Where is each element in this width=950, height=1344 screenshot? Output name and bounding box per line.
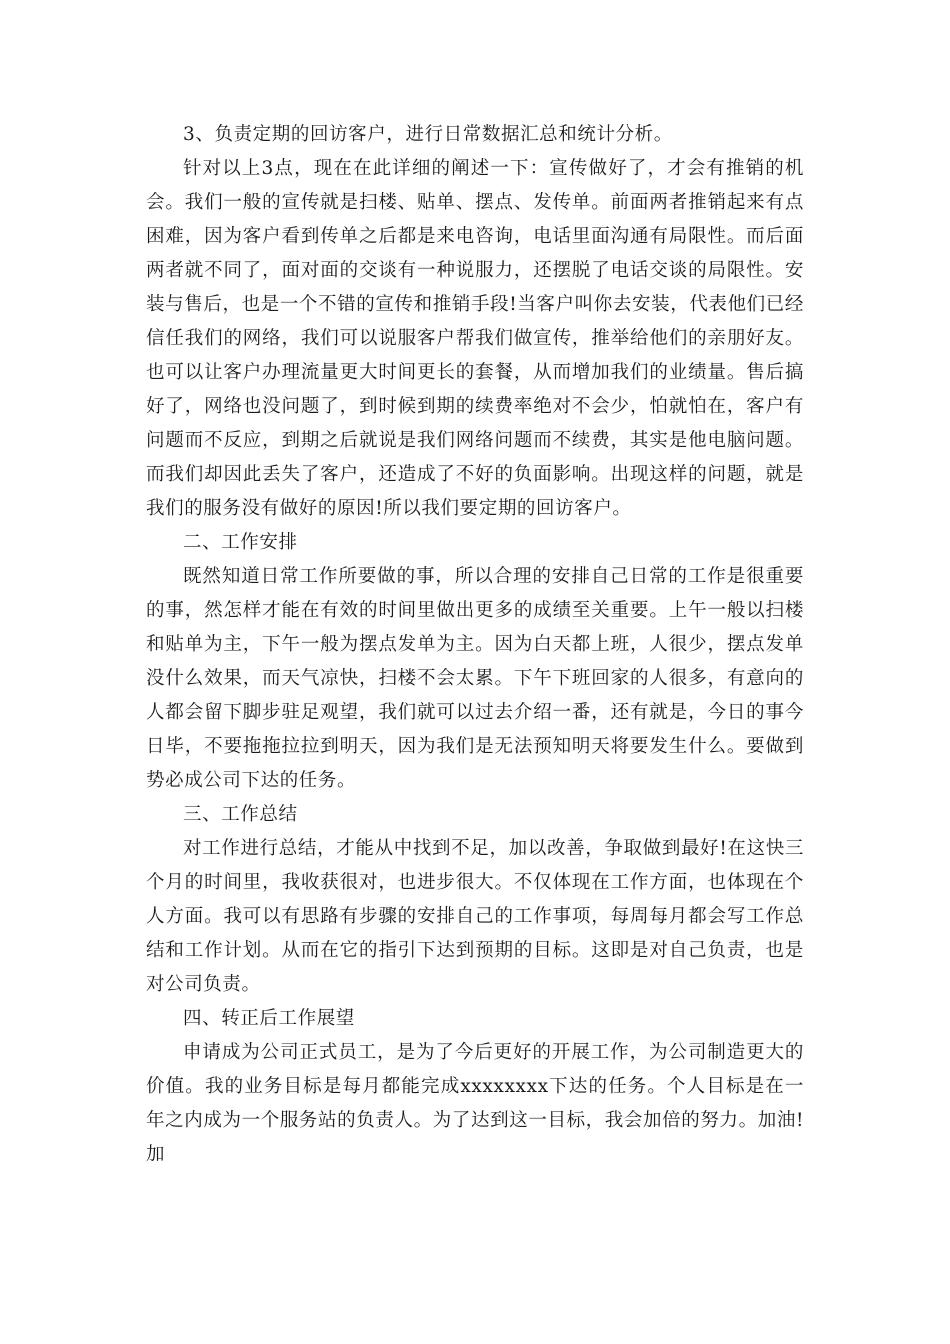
section-heading-outlook: 四、转正后工作展望 [183,1008,355,1029]
paragraph-work-arrangement: 既然知道日常工作所要做的事，所以合理的安排自己日常的工作是很重要的事，然怎样才能在有效的时间里做出更多的成绩至关重要。上午一般以扫楼和贴单为主，下午一般为摆点发单为主。因为白天都上班，人很少，摆点发单没什么效果，而天气凉快，扫楼不会太累。下午下班回家的人很多，有意向的人都会留下脚步驻足观望，我们就可以过去介绍一番，还有就是，今日的事今日毕，不要拖拖拉拉到明天，因为我们是无法预知明天将要发生什么。要做到势必成公司下达的任务。 [146,566,804,791]
paragraph-duties-3: 3、负责定期的回访客户，进行日常数据汇总和统计分析。 [183,124,673,145]
section-heading-work-summary: 三、工作总结 [183,804,298,825]
section-heading-work-arrangement: 二、工作安排 [183,532,298,553]
paragraph-work-summary: 对工作进行总结，才能从中找到不足，加以改善，争取做到最好!在这快三个月的时间里，我收获很对，也进步很大。不仅体现在工作方面，也体现在个人方面。我可以有思路有步骤的安排自己的工作事项，每周每月都会写工作总结和工作计划。从而在它的指引下达到预期的目标。这即是对自己负责，也是对公司负责。 [146,838,804,995]
paragraph-promotion-detail: 针对以上3点，现在在此详细的阐述一下：宣传做好了，才会有推销的机会。我们一般的宣传就是扫楼、贴单、摆点、发传单。前面两者推销起来有点困难，因为客户看到传单之后都是来电咨询，电话里面沟通有局限性。而后面两者就不同了，面对面的交谈有一种说服力，还摆脱了电话交谈的局限性。安装与售后，也是一个不错的宣传和推销手段!当客户叫你去安装，代表他们已经信任我们的网络，我们可以说服客户帮我们做宣传，推举给他们的亲朋好友。也可以让客户办理流量更大时间更长的套餐，从而增加我们的业绩量。售后搞好了，网络也没问题了，到时候到期的续费率绝对不会少，怕就怕在，客户有问题而不反应，到期之后就说是我们网络问题而不续费，其实是他电脑问题。而我们却因此丢失了客户，还造成了不好的负面影响。出现这样的问题，就是我们的服务没有做好的原因!所以我们要定期的回访客户。 [146,158,804,519]
paragraph-outlook: 申请成为公司正式员工，是为了今后更好的开展工作，为公司制造更大的价值。我的业务目标是每月都能完成xxxxxxxx下达的任务。个人目标是在一年之内成为一个服务站的负责人。为了达到这一目标，我会加倍的努力。加油!加 [146,1042,804,1165]
document-page [146,118,804,1172]
